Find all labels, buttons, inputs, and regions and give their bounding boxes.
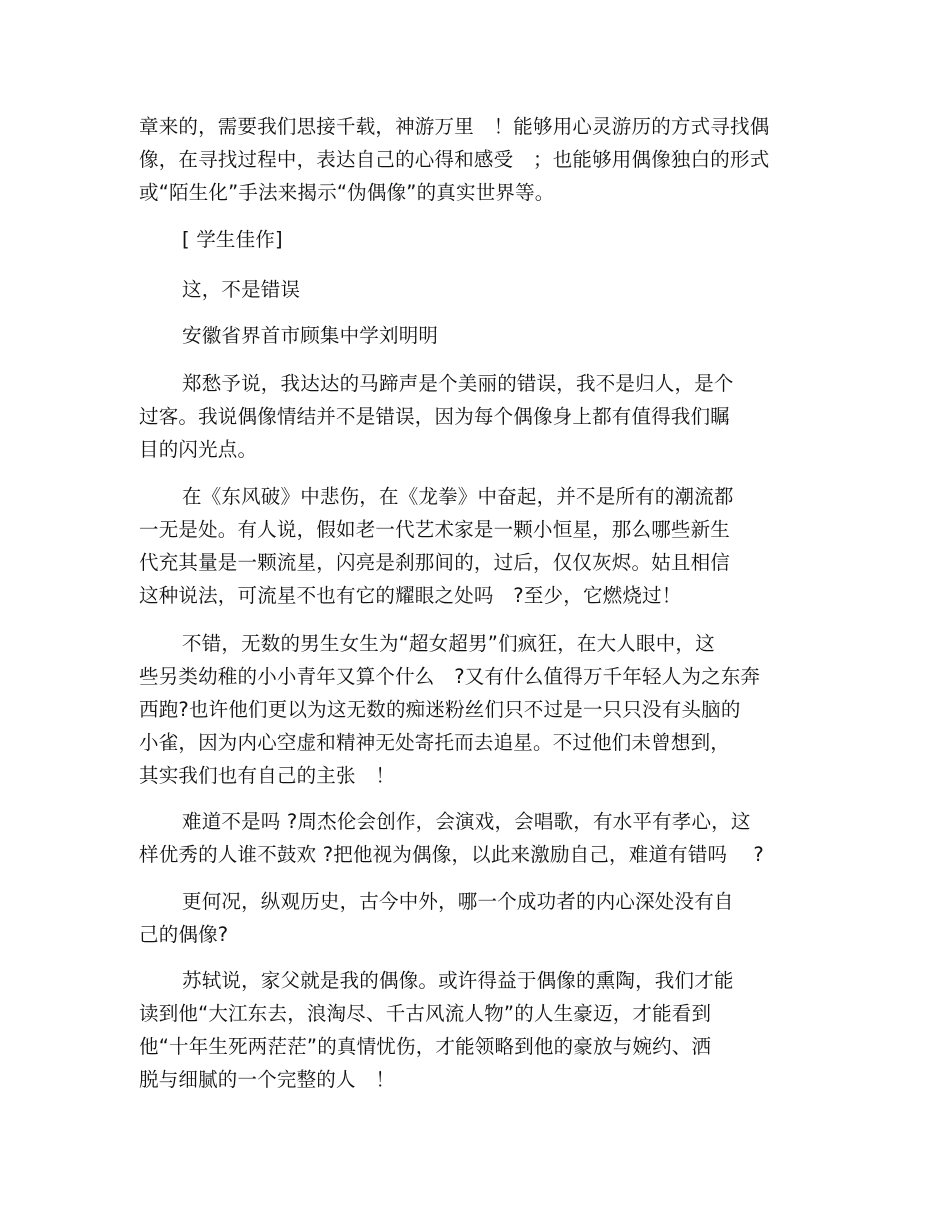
section-heading: [ 学生佳作]	[182, 228, 283, 251]
paragraph-3-line-3: 西跑?也许他们更以为这无数的痴迷粉丝们只不过是一只只没有头脑的	[139, 698, 741, 721]
author-line: 安徽省界首市顾集中学刘明明	[182, 324, 439, 347]
essay-title: 这，不是错误	[182, 278, 301, 301]
paragraph-2-line-1: 在《东风破》中悲伤，在《龙拳》中奋起，并不是所有的潮流都	[182, 485, 734, 508]
paragraph-4-line-2: 样优秀的人谁不鼓欢 ?把他视为偶像，以此来激励自己，难道有错吗 ?	[139, 843, 764, 866]
intro-line-1: 章来的，需要我们思接千载，神游万里 ！能够用心灵游历的方式寻找偶	[139, 115, 770, 138]
paragraph-3-line-5: 其实我们也有自己的主张 ！	[139, 764, 396, 787]
paragraph-5-line-2: 己的偶像?	[139, 923, 229, 946]
paragraph-3-line-1: 不错，无数的男生女生为“超女超男”们疯狂，在大人眼中，这	[182, 632, 715, 655]
paragraph-2-line-2: 一无是处。有人说，假如老一代艺术家是一颗小恒星，那么哪些新生	[139, 518, 731, 541]
paragraph-3-line-2: 些另类幼稚的小小青年又算个什么 ?又有什么值得万千年轻人为之东奔	[139, 665, 761, 688]
paragraph-5-line-1: 更何况，纵观历史，古今中外，哪一个成功者的内心深处没有自	[182, 890, 734, 913]
paragraph-6-line-2: 读到他“大江东去，浪淘尽、千古风流人物”的人生豪迈，才能看到	[139, 1002, 712, 1025]
paragraph-1-line-2: 过客。我说偶像情结并不是错误，因为每个偶像身上都有值得我们瞩	[139, 405, 731, 428]
intro-line-3: 或“陌生化”手法来揭示“伪偶像”的真实世界等。	[139, 181, 555, 204]
paragraph-3-line-4: 小雀，因为内心空虚和精神无处寄托而去追星。不过他们未曾想到，	[139, 731, 731, 754]
paragraph-2-line-4: 这种说法，可流星不也有它的耀眼之处吗 ?至少，它燃烧过！	[139, 584, 682, 607]
paragraph-6-line-1: 苏轼说，家父就是我的偶像。或许得益于偶像的熏陶，我们才能	[182, 969, 734, 992]
paragraph-6-line-3: 他“十年生死两茫茫”的真情忧伤，才能领略到他的豪放与婉约、洒	[139, 1035, 712, 1058]
paragraph-1-line-3: 目的闪光点。	[139, 438, 258, 461]
paragraph-1-line-1: 郑愁予说，我达达的马蹄声是个美丽的错误，我不是归人，是个	[182, 372, 734, 395]
paragraph-4-line-1: 难道不是吗 ?周杰伦会创作，会演戏，会唱歌，有水平有孝心，这	[182, 810, 751, 833]
intro-line-2: 像，在寻找过程中，表达自己的心得和感受 ；也能够用偶像独白的形式	[139, 148, 770, 171]
paragraph-6-line-4: 脱与细腻的一个完整的人 ！	[139, 1068, 396, 1091]
paragraph-2-line-3: 代充其量是一颗流星，闪亮是刹那间的，过后，仅仅灰烬。姑且相信	[139, 551, 731, 574]
